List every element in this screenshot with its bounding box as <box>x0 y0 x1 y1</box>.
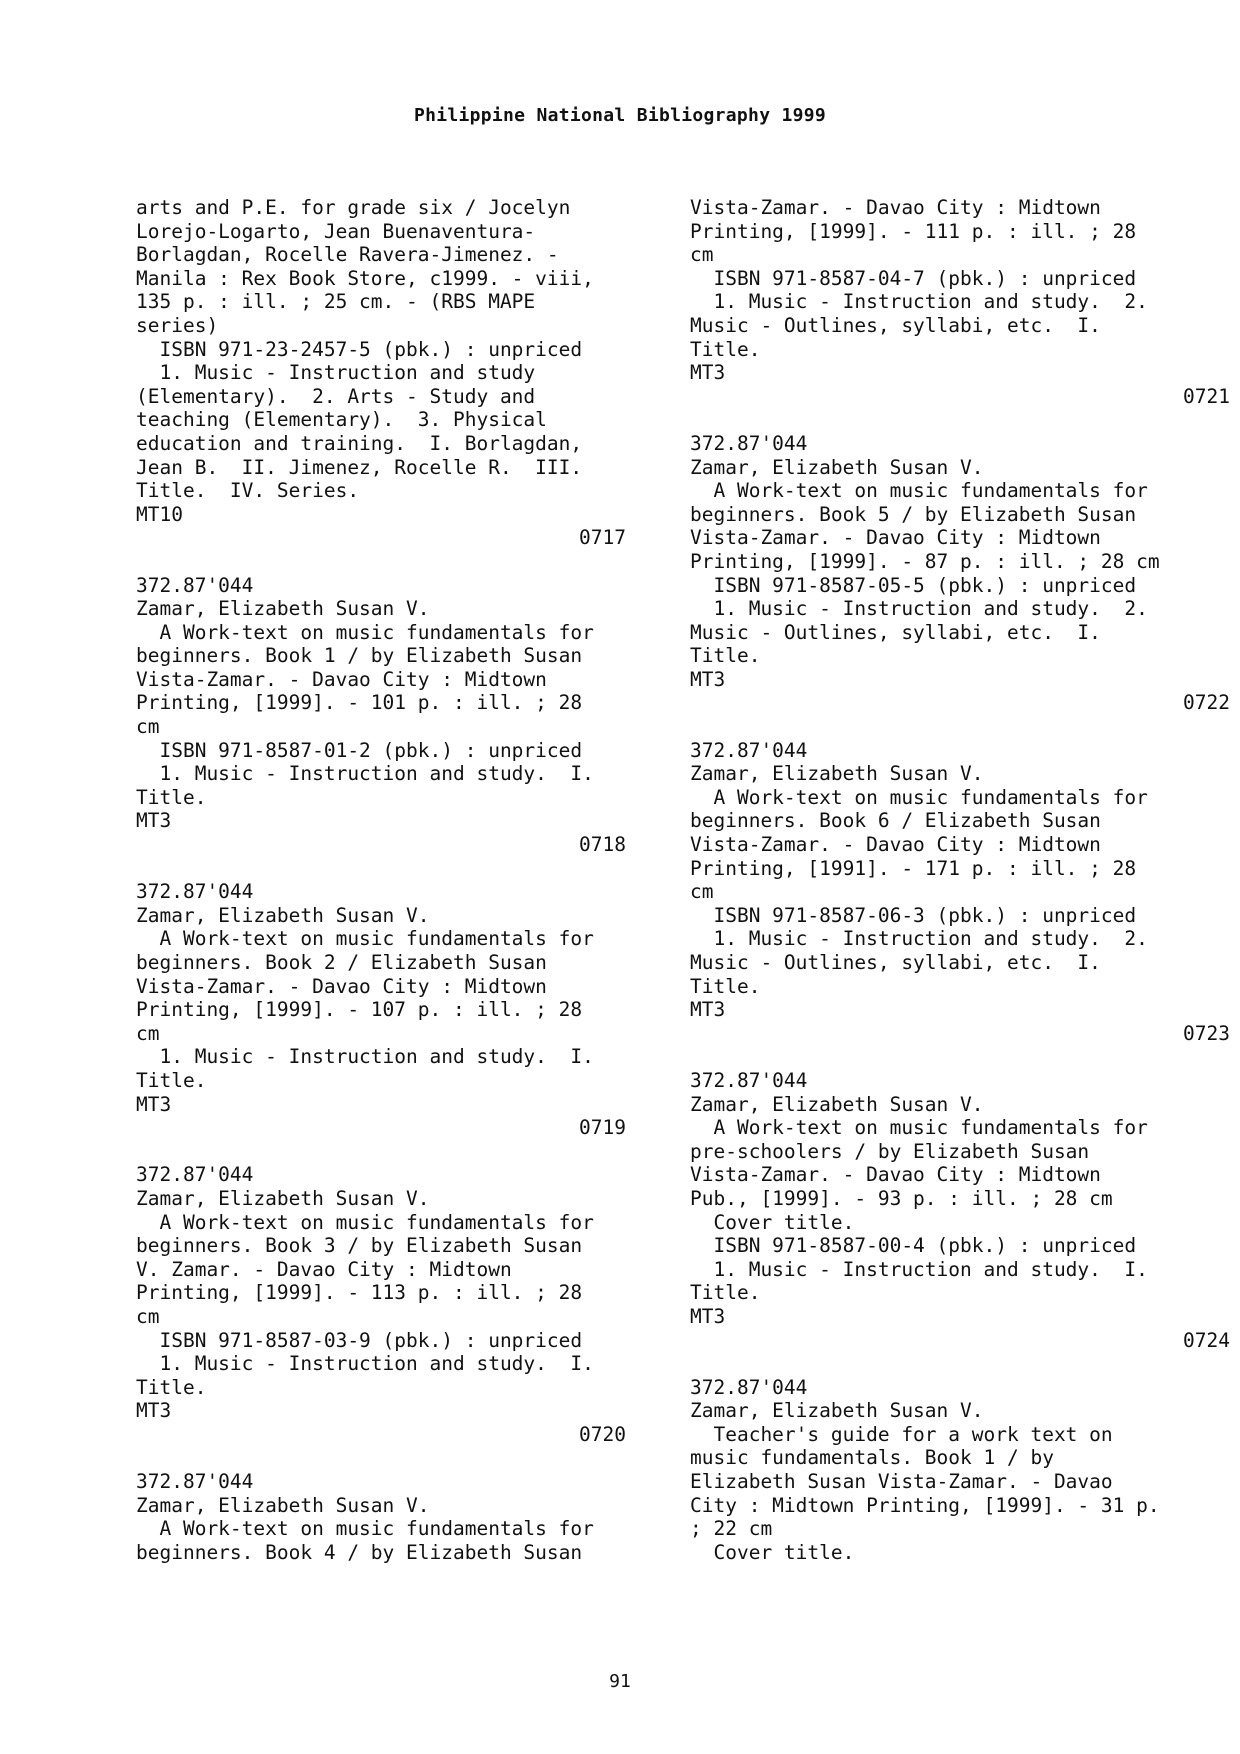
entry-number: 0722 <box>1183 691 1230 715</box>
entry-line: cm <box>136 1021 160 1045</box>
entry-line: 372.87'044 <box>136 1470 254 1494</box>
entry-line: (Elementary). 2. Arts - Study and <box>136 384 536 408</box>
entry-line: 1. Music - Instruction and study. 2. <box>690 290 1148 314</box>
entry-line: Zamar, Elizabeth Susan V. <box>690 455 984 479</box>
entry-line: 372.87'044 <box>690 431 808 455</box>
entry-line: ISBN 971-8587-00-4 (pbk.) : unpriced <box>690 1234 1137 1258</box>
entry-line: series) <box>136 313 219 337</box>
entry-line: Vista-Zamar. - Davao City : Midtown <box>136 974 547 998</box>
right-column <box>690 196 1230 1564</box>
entry-line: Title. <box>136 1068 207 1092</box>
entry-number: 0720 <box>579 1422 626 1446</box>
entry-spacer <box>690 715 1230 739</box>
entry-line: MT3 <box>690 667 726 691</box>
entry-line: beginners. Book 4 / by Elizabeth Susan <box>136 1540 583 1564</box>
entry-number: 0724 <box>1183 1328 1230 1352</box>
entry-spacer <box>690 408 1230 432</box>
entry-line: 1. Music - Instruction and study. 2. <box>690 927 1148 951</box>
entry-line: Title. <box>690 337 761 361</box>
entry-number: 0723 <box>1183 1021 1230 1045</box>
entry-line: ISBN 971-8587-04-7 (pbk.) : unpriced <box>690 266 1137 290</box>
entry-line: Zamar, Elizabeth Susan V. <box>136 597 430 621</box>
entry-line: MT3 <box>136 1399 172 1423</box>
entry-line: cm <box>136 1304 160 1328</box>
entry-line: 1. Music - Instruction and study. I. <box>136 762 594 786</box>
entry-line: A Work-text on music fundamentals for <box>136 620 594 644</box>
entry-line: Vista-Zamar. - Davao City : Midtown <box>690 1163 1101 1187</box>
entry-line: beginners. Book 6 / Elizabeth Susan <box>690 809 1101 833</box>
entry-number: 0718 <box>579 833 626 857</box>
entry-line: ISBN 971-23-2457-5 (pbk.) : unpriced <box>136 337 583 361</box>
entry-line: Printing, [1999]. - 113 p. : ill. ; 28 <box>136 1281 583 1305</box>
entry-line: music fundamentals. Book 1 / by <box>690 1446 1054 1470</box>
entry-line: Music - Outlines, syllabi, etc. I. <box>690 313 1101 337</box>
entry-line: 1. Music - Instruction and study <box>136 361 536 385</box>
entry-line: 372.87'044 <box>136 880 254 904</box>
entry-line: beginners. Book 3 / by Elizabeth Susan <box>136 1234 583 1258</box>
entry-line: Music - Outlines, syllabi, etc. I. <box>690 620 1101 644</box>
entry-line: A Work-text on music fundamentals for <box>136 927 594 951</box>
entry-line: Vista-Zamar. - Davao City : Midtown <box>690 196 1101 219</box>
entry-line: MT10 <box>136 502 183 526</box>
entry-line: Title. IV. Series. <box>136 479 360 503</box>
entry-number: 0717 <box>579 526 626 550</box>
entry-line: A Work-text on music fundamentals for <box>136 1210 594 1234</box>
entry-line: Manila : Rex Book Store, c1999. - viii, <box>136 266 594 290</box>
entry-line: Printing, [1999]. - 111 p. : ill. ; 28 <box>690 219 1137 243</box>
page-number: 91 <box>609 1671 631 1692</box>
entry-line: Title. <box>136 1375 207 1399</box>
entry-line: Zamar, Elizabeth Susan V. <box>690 762 984 786</box>
entry-line: Title. <box>690 1281 761 1305</box>
entry-line: ISBN 971-8587-05-5 (pbk.) : unpriced <box>690 573 1137 597</box>
entry-number: 0719 <box>579 1116 626 1140</box>
entry-line: education and training. I. Borlagdan, <box>136 431 583 455</box>
entry-line: Zamar, Elizabeth Susan V. <box>690 1399 984 1423</box>
entry-line: Vista-Zamar. - Davao City : Midtown <box>136 667 547 691</box>
entry-line: 372.87'044 <box>690 738 808 762</box>
entry-line: Printing, [1999]. - 107 p. : ill. ; 28 <box>136 998 583 1022</box>
entry-spacer <box>136 550 676 574</box>
entry-line: 372.87'044 <box>136 1163 254 1187</box>
entry-line: Title. <box>136 785 207 809</box>
entry-line: teaching (Elementary). 3. Physical <box>136 408 547 432</box>
entry-line: ISBN 971-8587-06-3 (pbk.) : unpriced <box>690 903 1137 927</box>
entry-line: cm <box>690 243 714 267</box>
entry-line: Zamar, Elizabeth Susan V. <box>136 903 430 927</box>
entry-line: A Work-text on music fundamentals for <box>136 1517 594 1541</box>
entry-line: V. Zamar. - Davao City : Midtown <box>136 1257 512 1281</box>
entry-line: A Work-text on music fundamentals for <box>690 479 1148 503</box>
entry-line: Zamar, Elizabeth Susan V. <box>136 1493 430 1517</box>
entry-line: 372.87'044 <box>136 573 254 597</box>
entry-line: Lorejo-Logarto, Jean Buenaventura- <box>136 219 536 243</box>
entry-number: 0721 <box>1183 384 1230 408</box>
entry-line: Borlagdan, Rocelle Ravera-Jimenez. - <box>136 243 559 267</box>
entry-line: ISBN 971-8587-03-9 (pbk.) : unpriced <box>136 1328 583 1352</box>
entry-line: MT3 <box>136 1092 172 1116</box>
entry-line: Zamar, Elizabeth Susan V. <box>136 1186 430 1210</box>
entry-line: ; 22 cm <box>690 1517 773 1541</box>
entry-line: Cover title. <box>690 1210 855 1234</box>
entry-line: MT3 <box>690 361 726 385</box>
entry-line: Vista-Zamar. - Davao City : Midtown <box>690 526 1101 550</box>
entry-line: beginners. Book 2 / Elizabeth Susan <box>136 951 547 974</box>
entry-line: 1. Music - Instruction and study. I. <box>136 1045 594 1069</box>
entry-line: 1. Music - Instruction and study. 2. <box>690 597 1148 621</box>
entry-line: beginners. Book 5 / by Elizabeth Susan <box>690 502 1137 526</box>
entry-line: beginners. Book 1 / by Elizabeth Susan <box>136 644 583 668</box>
entry-line: Printing, [1991]. - 171 p. : ill. ; 28 <box>690 856 1137 880</box>
entry-line: 372.87'044 <box>690 1068 808 1092</box>
entry-line: Title. <box>690 974 761 998</box>
entry-line: A Work-text on music fundamentals for <box>690 1116 1148 1140</box>
entry-line: ISBN 971-8587-01-2 (pbk.) : unpriced <box>136 738 583 762</box>
entry-spacer <box>136 1140 676 1164</box>
entry-line: cm <box>690 880 714 904</box>
entry-spacer <box>136 1446 676 1470</box>
entry-line: pre-schoolers / by Elizabeth Susan <box>690 1139 1090 1163</box>
entry-line: Title. <box>690 644 761 668</box>
left-column <box>136 196 676 1564</box>
entry-line: A Work-text on music fundamentals for <box>690 785 1148 809</box>
entry-line: 135 p. : ill. ; 25 cm. - (RBS MAPE <box>136 290 536 314</box>
entry-line: Pub., [1999]. - 93 p. : ill. ; 28 cm <box>690 1186 1113 1210</box>
entry-line: Music - Outlines, syllabi, etc. I. <box>690 951 1101 974</box>
entry-line: Zamar, Elizabeth Susan V. <box>690 1092 984 1116</box>
entry-spacer <box>690 1352 1230 1376</box>
entry-line: Elizabeth Susan Vista-Zamar. - Davao <box>690 1470 1113 1494</box>
entry-line: City : Midtown Printing, [1999]. - 31 p. <box>690 1493 1160 1517</box>
entry-line: arts and P.E. for grade six / Jocelyn <box>136 196 571 219</box>
entry-line: Jean B. II. Jimenez, Rocelle R. III. <box>136 455 583 479</box>
entry-line: Printing, [1999]. - 87 p. : ill. ; 28 cm <box>690 549 1160 573</box>
entry-line: MT3 <box>690 998 726 1022</box>
entry-line: Vista-Zamar. - Davao City : Midtown <box>690 833 1101 857</box>
entry-spacer <box>136 857 676 881</box>
page-title: Philippine National Bibliography 1999 <box>413 105 827 126</box>
entry-line: MT3 <box>690 1304 726 1328</box>
entry-line: Teacher's guide for a work text on <box>690 1422 1113 1446</box>
entry-line: cm <box>136 715 160 739</box>
entry-line: 1. Music - Instruction and study. I. <box>690 1257 1148 1281</box>
entry-line: Cover title. <box>690 1540 855 1564</box>
entry-line: MT3 <box>136 809 172 833</box>
entry-line: Printing, [1999]. - 101 p. : ill. ; 28 <box>136 691 583 715</box>
entry-spacer <box>690 1045 1230 1069</box>
entry-line: 1. Music - Instruction and study. I. <box>136 1352 594 1376</box>
entry-line: 372.87'044 <box>690 1375 808 1399</box>
